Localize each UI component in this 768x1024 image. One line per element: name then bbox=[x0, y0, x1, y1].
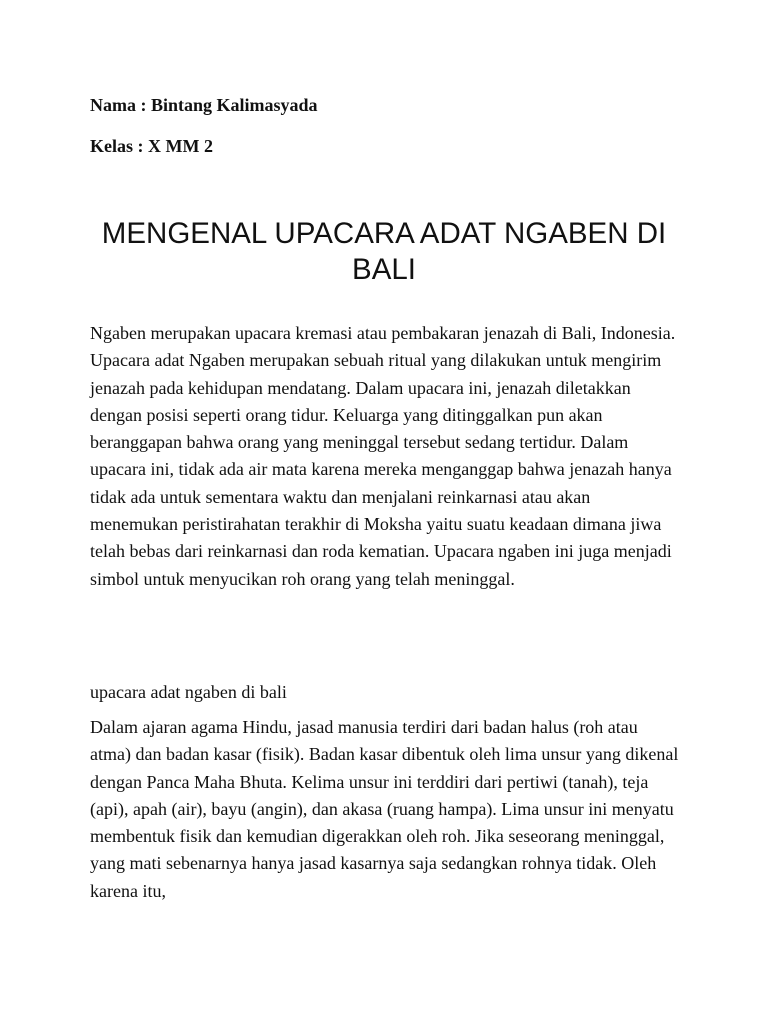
paragraph-body: Dalam ajaran agama Hindu, jasad manusia terdiri dari badan halus (roh atau atma) dan badan kasar (fisik). Badan kasar dibentuk oleh lima unsur yang dikenal dengan Panca Maha Bhuta. Kelima unsur ini terddiri dari pertiwi (tanah), teja (api), apah (air), bayu (angin), dan akasa (ruang hampa). Lima unsur ini menyatu membentuk fisik dan kemudian digerakkan oleh roh. Jika seseorang meninggal, yang mati sebenarnya hanya jasad kasarnya saja sedangkan rohnya tidak. Oleh karena itu, bbox=[90, 717, 679, 901]
document-title: MENGENAL UPACARA ADAT NGABEN DI BALI bbox=[101, 217, 667, 286]
paragraph-intro: Ngaben merupakan upacara kremasi atau pembakaran jenazah di Bali, Indonesia. Upacara adat Ngaben merupakan sebuah ritual yang dilakukan untuk mengirim jenazah pada kehidupan mendatang. Dalam upacara ini, jenazah diletakkan dengan posisi seperti orang tidur. Keluarga yang ditinggalkan pun akan beranggapan bahwa orang yang meninggal tersebut sedang tertidur. Dalam upacara ini, tidak ada air mata karena mereka menganggap bahwa jenazah hanya tidak ada untuk sementara waktu dan menjalani reinkarnasi atau akan menemukan peristirahatan terakhir di Moksha yaitu suatu keadaan dimana jiwa telah bebas dari reinkarnasi dan roda kematian. Upacara ngaben ini juga menjadi simbol untuk menyucikan roh orang yang telah meninggal. bbox=[90, 323, 676, 589]
student-class: Kelas : X MM 2 bbox=[90, 136, 213, 156]
student-name: Nama : Bintang Kalimasyada bbox=[90, 95, 318, 115]
section-heading: upacara adat ngaben di bali bbox=[90, 682, 287, 702]
